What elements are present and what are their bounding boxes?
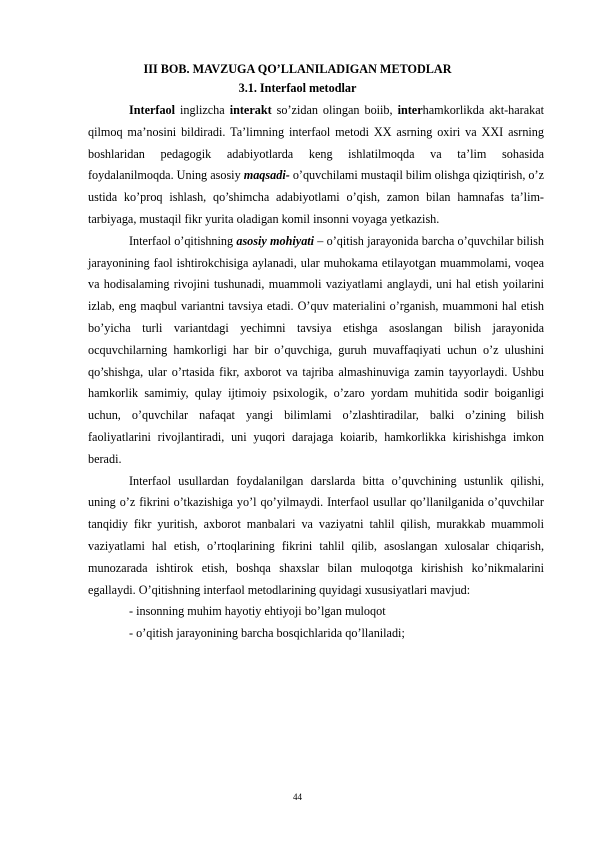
paragraph-2 xyxy=(88,231,544,471)
term-interakt: interakt xyxy=(229,103,272,117)
paragraph-2-text-b: – o’qitish jarayonida barcha o’quvchilar bilish jarayonining faol ishtirokchisiga aylanadi, ular muhokama etilayotgan muammolami, voqea va hodisalaming rivojini tushunadi, muammoli vaziyatlami anglaydi, uni hal etish yoilarini izlab, eng maqbul variantni tavsiya etadi. O’quv materialini o’rganish, muammoni hal etish bo’yicha turli variantdagi yechimni tavsiya etishga asoslangan bilish jarayonida ocquvchilarning hamkorligi har bir o’quvchiga, guruh muvaffaqiyati uchun o’z ulushini qo’shishga, ular o’rtasida fikr, axborot va tajriba almashinuviga zamin tayyorlaydi. Ushbu hamkorlik samimiy, qulay ijtimoiy psixologik, o’zaro yordam muhitida sodir boiganligi uchun, o’quvchilar nafaqat yangi bilimlami o’zlashtiradilar, balki o’zining bilish faoliyatlarini rivojlantiradi, uni yuqori darajaga koiarib, hamkorlikka kirishishga imkon beradi. xyxy=(88,233,544,466)
list-item: - insonning muhim hayotiy ehtiyoji bo’lgan muloqot xyxy=(129,604,386,619)
paragraph-1 xyxy=(88,100,544,231)
paragraph-1-text-a: inglizcha xyxy=(175,103,230,117)
paragraph-1-text-c: hamkorlikda akt-harakat qilmoq ma’nosini bildiradi. Ta’limning interfaol metodi XX asrning oxiri va XXI asrning boshlaridan pedagogik adabiyotlarda keng ishlatilmoqda va ta’lim sohasida foydalanilmoqda. Uning asosiy xyxy=(88,103,545,183)
body-text xyxy=(88,100,544,645)
paragraph-1-text-d: o’quvchilami mustaqil bilim olishga qiziqtirish, o’z ustida ko’proq ishlash, qo’shimcha adabiyotlami o’qish, zamon bilan hamnafas ta’lim-tarbiyaga, mustaqil fikr yurita oladigan komil insonni voyaga yetkazish. xyxy=(88,168,544,226)
chapter-heading: III BOB. MAVZUGA QO’LLANILADIGAN METODLAR xyxy=(143,62,452,76)
section-heading: 3.1. Interfaol metodlar xyxy=(238,81,357,95)
page-number: 44 xyxy=(293,792,302,802)
emphasis-asosiy-mohiyati: asosiy mohiyati xyxy=(236,233,315,248)
term-inter: inter xyxy=(397,103,423,117)
paragraph-1-text-b: so’zidan olingan boiib, xyxy=(271,103,398,117)
paragraph-2-text-a: Interfaol o’qitishning xyxy=(129,233,237,248)
list-item: - o’qitish jarayonining barcha bosqichlarida qo’llaniladi; xyxy=(129,626,405,641)
term-interfaol: Interfaol xyxy=(129,103,176,117)
paragraph-3: Interfaol usullardan foydalanilgan darslarda bitta o’quvchining ustunlik qilishi, uning o’z fikrini o’tkazishiga yo’l qo’yilmaydi. Interfaol usullar qo’llanilganida o’quvchilar tanqidiy fikr yuritish, axborot manbalari va vaziyatni tahlil qilish, murakkab muammoli vaziyatlami hal etish, o’rtoqlarining fikrini tahlil qilib, asoslangan xulosalar chiqarish, munozarada ishtirok etish, boshqa shaxslar bilan muloqotga kirishish ko’nikmalarini egallaydi. O’qitishning interfaol metodlarining quyidagi xususiyatlari mavjud: xyxy=(88,473,544,597)
emphasis-maqsadi: maqsadi- xyxy=(243,168,290,183)
